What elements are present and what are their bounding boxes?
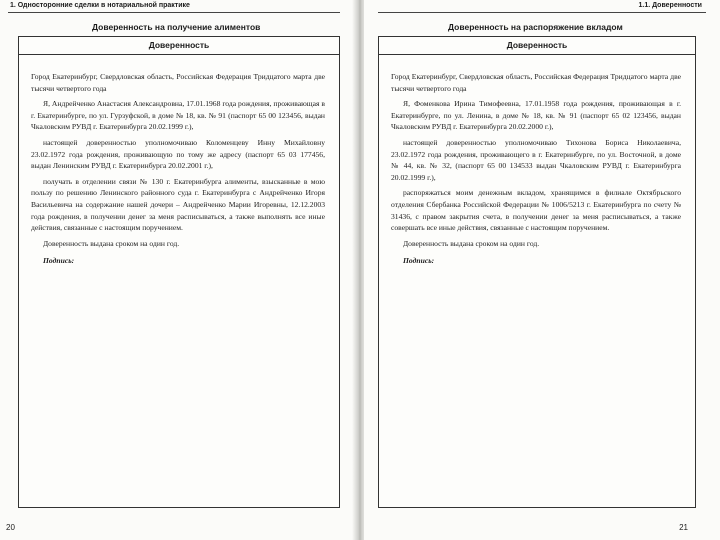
document-body [391,71,681,271]
place-date-line: Город Екатеринбург, Свердловская область, Российская Федерация Тридцатого марта две тысячи четвертого года [391,72,681,93]
heading-rule [379,54,695,55]
term-paragraph: Доверенность выдана сроком на один год. [403,238,540,248]
signature-label: Подпись: [43,256,75,266]
powers-paragraph: получать в отделении связи № 130 г. Екатеринбурга алименты, взысканные в мою пользу по решению Ленинского районного суда г. Екатеринбурга с Андрейченко Игоря Васильевича на содержание нашей дочери – Андрейченко Марии Игоревны, 12.12.2003 года рождения, в получении денег за меня расписываться, а также выполнять все иные действия, связанные с настоящим поручением. [31,176,325,233]
signature-label: Подпись: [403,256,435,266]
form-title: Доверенность на получение алиментов [92,22,261,32]
document-body [31,71,325,271]
document-frame [18,36,340,508]
left-page [0,0,356,540]
document-heading: Доверенность [506,40,568,50]
page-number: 20 [6,523,15,532]
term-paragraph: Доверенность выдана сроком на один год. [43,238,180,248]
principal-paragraph: Я, Андрейченко Анастасия Александровна, 17.01.1968 года рождения, проживающая в г. Екатеринбурге, по ул. Гурзуфской, в доме № 18, кв. № 91 (паспорт 65 00 123456, выдан Чкаловским РУВД г. Екатеринбурга 20.02.1999 г.), [31,99,325,132]
heading-rule [19,54,339,55]
header-rule [8,12,340,13]
page-number: 21 [679,523,688,532]
document-frame [378,36,696,508]
powers-paragraph: распоряжаться моим денежным вкладом, хранящимся в филиале Октябрьского отделения Сбербанка Российской Федерации № 1006/5213 г. Екатеринбурга по счету № 31436, с правом закрытия счета, в получении денег за меня расписываться, а также совершать все иные действия, связанные с настоящим поручением. [391,188,681,233]
document-heading: Доверенность [148,40,210,50]
header-rule [378,12,706,13]
place-date-line: Город Екатеринбург, Свердловская область, Российская Федерация Тридцатого марта две тысячи четвертого года [31,72,325,93]
running-head: 1.1. Доверенности [638,2,702,9]
agent-paragraph: настоящей доверенностью уполномочиваю Коломенцеву Инну Михайловну 23.02.1972 года рождения, проживающую по тому же адресу (паспорт 65 03 177456, выдан Ленинским РУВД г. Екатеринбурга 20.02.2001 г.), [31,137,325,171]
running-head: 1. Односторонние сделки в нотариальной практике [10,2,190,9]
form-title: Доверенность на распоряжение вкладом [448,22,623,32]
right-page [364,0,720,540]
agent-paragraph: настоящей доверенностью уполномочиваю Тихонова Бориса Николаевича, 23.02.1972 года рождения, проживающего в г. Екатеринбурге, по ул. Восточной, в доме № 44, кв. № 32, (паспорт 65 00 134533 выдан Чкаловским РУВД г. Екатеринбурга 20.02.1999 г.), [391,137,681,182]
principal-paragraph: Я, Фоменкова Ирина Тимофеевна, 17.01.1958 года рождения, проживающая в г. Екатеринбурге, по ул. Ленина, в доме № 18, кв. № 91 (паспорт 65 02 123456, выдан Чкаловским РУВД г. Екатеринбурга 20.02.2000 г.), [391,99,681,132]
